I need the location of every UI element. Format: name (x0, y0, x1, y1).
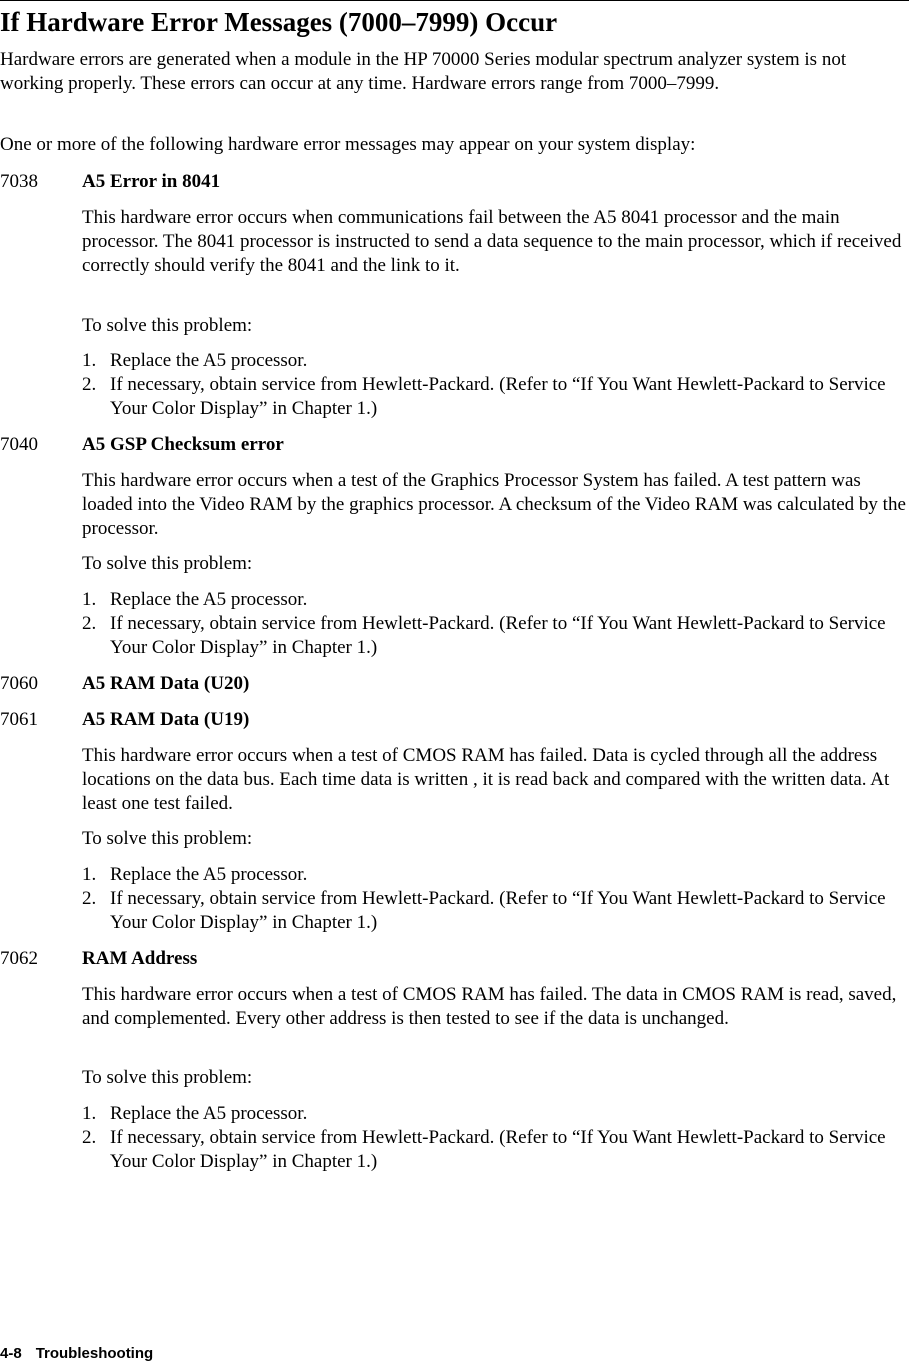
list-item (82, 588, 908, 612)
step-number: 2. (82, 1127, 97, 1148)
error-code: 7061 (0, 709, 38, 730)
step-text: If necessary, obtain service from Hewlett-Packard. (Refer to “If You Want Hewlett-Packard to Service Your Color Display” in Chapter 1.) (110, 374, 886, 419)
page-title: If Hardware Error Messages (7000–7999) Occur (0, 7, 558, 37)
solve-label: To solve this problem: (82, 553, 253, 574)
step-text: If necessary, obtain service from Hewlett-Packard. (Refer to “If You Want Hewlett-Packard to Service Your Color Display” in Chapter 1.) (110, 613, 886, 658)
step-text: Replace the A5 processor. (110, 589, 308, 610)
page-footer (0, 1344, 153, 1364)
error-heading: A5 GSP Checksum error (82, 434, 284, 455)
list-item (82, 1126, 908, 1174)
step-number: 1. (82, 350, 97, 371)
error-code: 7062 (0, 948, 38, 969)
solution-steps (82, 1102, 908, 1174)
solve-label: To solve this problem: (82, 315, 253, 336)
list-item (82, 349, 908, 373)
intro-paragraph: Hardware errors are generated when a module in the HP 70000 Series modular spectrum analyzer system is not working properly. These errors can occur at any time. Hardware errors range from 7000–7999. (0, 49, 847, 94)
list-item (82, 612, 908, 660)
error-code: 7060 (0, 673, 38, 694)
solution-steps (82, 863, 908, 935)
list-item (82, 373, 908, 421)
step-text: Replace the A5 processor. (110, 350, 308, 371)
error-heading: A5 Error in 8041 (82, 171, 221, 192)
step-number: 2. (82, 888, 97, 909)
error-heading: A5 RAM Data (U19) (82, 709, 250, 730)
error-heading: A5 RAM Data (U20) (82, 673, 250, 694)
lead-in-paragraph: One or more of the following hardware error messages may appear on your system display: (0, 134, 696, 155)
error-code: 7038 (0, 171, 38, 192)
solution-steps (82, 349, 908, 421)
step-text: If necessary, obtain service from Hewlett-Packard. (Refer to “If You Want Hewlett-Packard to Service Your Color Display” in Chapter 1.) (110, 888, 886, 933)
error-description: This hardware error occurs when communications fail between the A5 8041 processor and the main processor. The 8041 processor is instructed to send a data sequence to the main processor, which if received correctly should verify the 8041 and the link to it. (82, 207, 902, 276)
error-heading: RAM Address (82, 948, 198, 969)
step-number: 2. (82, 613, 97, 634)
step-text: Replace the A5 processor. (110, 864, 308, 885)
page-number: 4-8 (0, 1345, 22, 1362)
error-code: 7040 (0, 434, 38, 455)
section-name: Troubleshooting (35, 1345, 154, 1362)
solve-label: To solve this problem: (82, 828, 253, 849)
list-item (82, 1102, 908, 1126)
step-number: 1. (82, 589, 97, 610)
list-item (82, 863, 908, 887)
top-rule (0, 0, 909, 1)
solution-steps (82, 588, 908, 660)
error-description: This hardware error occurs when a test of the Graphics Processor System has failed. A test pattern was loaded into the Video RAM by the graphics processor. A checksum of the Video RAM was calculated by the processor. (82, 470, 906, 539)
error-description: This hardware error occurs when a test of CMOS RAM has failed. The data in CMOS RAM is read, saved, and complemented. Every other address is then tested to see if the data is unchanged. (82, 984, 897, 1029)
solve-label: To solve this problem: (82, 1067, 253, 1088)
step-number: 1. (82, 864, 97, 885)
step-text: Replace the A5 processor. (110, 1103, 308, 1124)
step-number: 1. (82, 1103, 97, 1124)
step-text: If necessary, obtain service from Hewlett-Packard. (Refer to “If You Want Hewlett-Packard to Service Your Color Display” in Chapter 1.) (110, 1127, 886, 1172)
error-description: This hardware error occurs when a test of CMOS RAM has failed. Data is cycled through all the address locations on the data bus. Each time data is written , it is read back and compared with the written data. At least one test failed. (82, 745, 890, 814)
step-number: 2. (82, 374, 97, 395)
list-item (82, 887, 908, 935)
